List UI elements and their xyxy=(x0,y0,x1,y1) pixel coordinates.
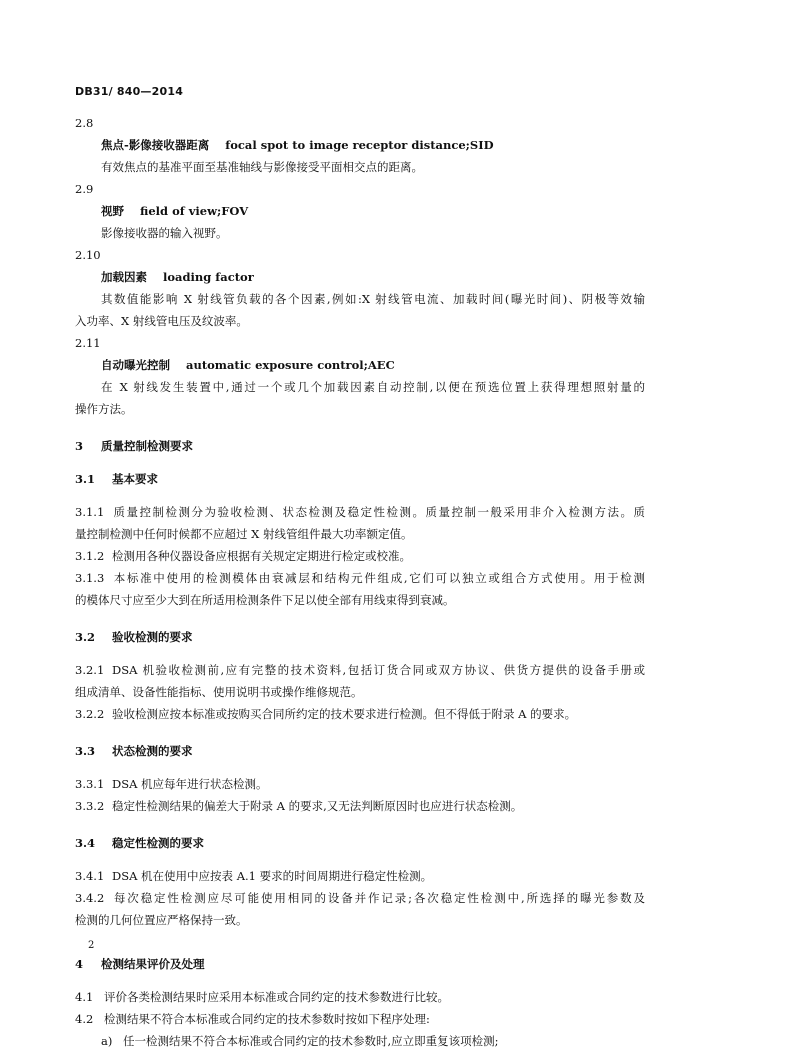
clause-3-4-2-line: 3.4.2 每次稳定性检测应尽可能使用相同的设备并作记录;各次稳定性检测中,所选择的曝光参数及 xyxy=(75,891,645,905)
term-definition: 影像接收器的输入视野。 xyxy=(101,226,228,240)
term-2-10 xyxy=(75,244,645,332)
term-en: loading factor xyxy=(163,270,254,284)
term-zh: 加载因素 xyxy=(101,270,147,284)
term-zh: 视野 xyxy=(101,204,124,218)
clause-4-1: 4.1 评价各类检测结果时应采用本标准或合同约定的技术参数进行比较。 xyxy=(75,990,449,1004)
clause-3-1-3-line: 的模体尺寸应至少大到在所适用检测条件下足以使全部有用线束得到衰减。 xyxy=(75,593,455,607)
standard-code: DB31/ 840—2014 xyxy=(75,85,184,98)
section-heading-3: 3 质量控制检测要求 xyxy=(75,439,193,453)
term-heading xyxy=(75,354,645,376)
subsection-heading-3-3: 3.3 状态检测的要求 xyxy=(75,744,193,758)
clause-3-1-3-line: 3.1.3 本标准中使用的检测模体由衰减层和结构元件组成,它们可以独立或组合方式使用。用于检测 xyxy=(75,571,645,585)
clause-3-2-1-line: 3.2.1 DSA 机验收检测前,应有完整的技术资料,包括订货合同或双方协议、供货方提供的设备手册或 xyxy=(75,663,645,677)
term-2-11 xyxy=(75,332,645,420)
clause-number: 2.11 xyxy=(75,336,101,350)
clause-3-3-2: 3.3.2 稳定性检测结果的偏差大于附录 A 的要求,又无法判断原因时也应进行状态检测。 xyxy=(75,799,523,813)
clause-3-2-2: 3.2.2 验收检测应按本标准或按购买合同所约定的技术要求进行检测。但不得低于附录 A 的要求。 xyxy=(75,707,577,721)
term-en: automatic exposure control;AEC xyxy=(186,358,395,372)
subsection-heading-3-1: 3.1 基本要求 xyxy=(75,472,158,486)
term-definition-line: 其数值能影响 X 射线管负载的各个因素,例如:X 射线管电流、加载时间(曝光时间)、阴极等效输 xyxy=(101,292,645,306)
subsection-heading-3-4: 3.4 稳定性检测的要求 xyxy=(75,836,204,850)
section-heading-4: 4 检测结果评价及处理 xyxy=(75,957,205,971)
clause-4-2: 4.2 检测结果不符合本标准或合同约定的技术参数时按如下程序处理: xyxy=(75,1012,430,1026)
term-2-8 xyxy=(75,112,645,178)
page-number: 2 xyxy=(88,940,95,951)
subsection-heading-3-2: 3.2 验收检测的要求 xyxy=(75,630,193,644)
term-heading xyxy=(75,266,645,288)
term-zh: 自动曝光控制 xyxy=(101,358,170,372)
term-en: focal spot to image receptor distance;SID xyxy=(225,138,494,152)
term-2-9 xyxy=(75,178,645,244)
clause-3-1-2: 3.1.2 检测用各种仪器设备应根据有关规定定期进行检定或校准。 xyxy=(75,549,411,563)
clause-3-1-1-line: 量控制检测中任何时候都不应超过 X 射线管组件最大功率额定值。 xyxy=(75,527,413,541)
clause-number: 2.8 xyxy=(75,116,94,130)
clause-3-3-1: 3.3.1 DSA 机应每年进行状态检测。 xyxy=(75,777,268,791)
list-item-a: a) 任一检测结果不符合本标准或合同约定的技术参数时,应立即重复该项检测; xyxy=(101,1034,499,1048)
document-body xyxy=(75,112,645,1052)
clause-number: 2.9 xyxy=(75,182,94,196)
clause-3-4-1: 3.4.1 DSA 机在使用中应按表 A.1 要求的时间周期进行稳定性检测。 xyxy=(75,869,433,883)
term-en: field of view;FOV xyxy=(140,204,249,218)
term-zh: 焦点-影像接收器距离 xyxy=(101,138,210,152)
term-heading xyxy=(75,200,645,222)
clause-3-2-1-line: 组成清单、设备性能指标、使用说明书或操作维修规范。 xyxy=(75,685,363,699)
term-definition: 有效焦点的基准平面至基准轴线与影像接受平面相交点的距离。 xyxy=(101,160,423,174)
term-definition-line: 操作方法。 xyxy=(75,402,133,416)
term-definition-line: 入功率、X 射线管电压及纹波率。 xyxy=(75,314,248,328)
clause-3-1-1-line: 3.1.1 质量控制检测分为验收检测、状态检测及稳定性检测。质量控制一般采用非介入检测方法。质 xyxy=(75,505,645,519)
term-definition-line: 在 X 射线发生装置中,通过一个或几个加载因素自动控制,以便在预选位置上获得理想照射量的 xyxy=(101,380,645,394)
clause-3-4-2-line: 检测的几何位置应严格保持一致。 xyxy=(75,913,248,927)
term-heading xyxy=(75,134,645,156)
clause-number: 2.10 xyxy=(75,248,101,262)
